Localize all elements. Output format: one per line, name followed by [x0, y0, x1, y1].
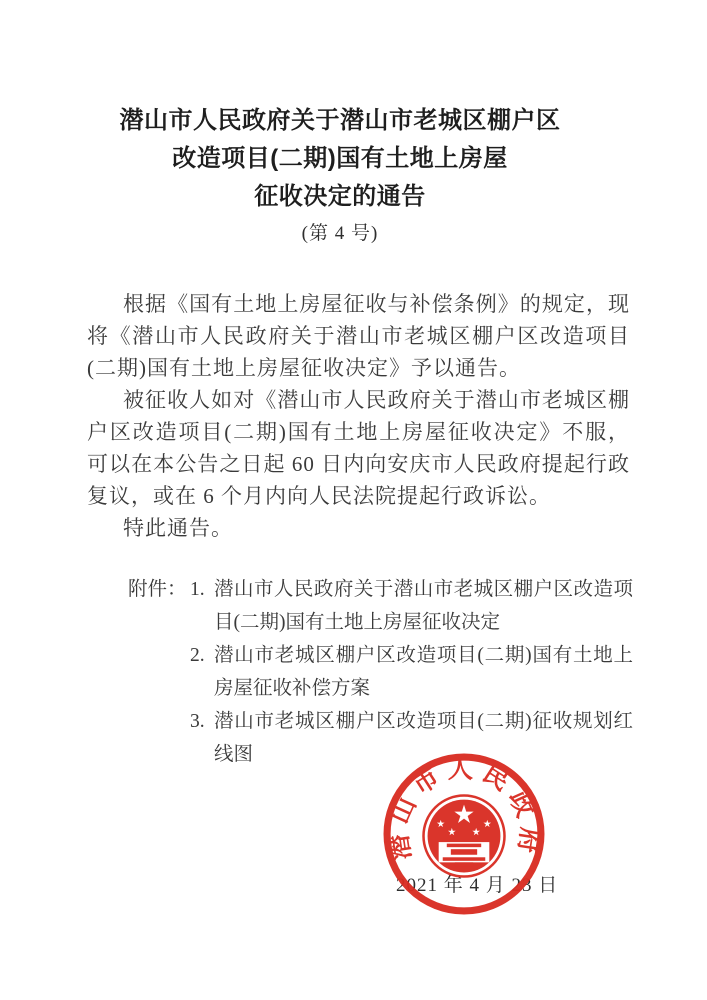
- title-line-2: 改造项目(二期)国有土地上房屋: [172, 145, 508, 172]
- attachments-list: [190, 573, 633, 771]
- attachment-title: 潜山市人民政府关于潜山市老城区棚户区改造项目(二期)国有土地上房屋征收决定: [214, 579, 633, 633]
- document-body: [87, 288, 630, 544]
- attachment-number: 2.: [190, 645, 205, 666]
- paragraph-appeal-rights: 被征收人如对《潜山市人民政府关于潜山市老城区棚户区改造项目(二期)国有土地上房屋征收决定》不服，可以在本公告之日起 60 日内向安庆市人民政府提起行政复议，或在 6 个月内向人民法院提起行政诉讼。: [87, 388, 630, 508]
- attachment-title: 潜山市老城区棚户区改造项目(二期)国有土地上房屋征收补偿方案: [214, 645, 633, 699]
- document-date: 2021 年 4 月 23 日: [396, 875, 559, 896]
- seal-text: 潜山市人民政府: [383, 755, 545, 862]
- attachment-number: 3.: [190, 711, 205, 732]
- attachment-number: 1.: [190, 579, 205, 600]
- title-line-1: 潜山市人民政府关于潜山市老城区棚户区: [119, 107, 561, 134]
- attachment-title: 潜山市老城区棚户区改造项目(二期)征收规划红线图: [214, 711, 633, 765]
- paragraph-closing: 特此通告。: [123, 516, 233, 540]
- official-seal: [383, 753, 545, 915]
- attachments-label: 附件：: [128, 579, 187, 600]
- national-emblem-icon: [424, 796, 505, 877]
- title-line-3: 征收决定的通告: [254, 183, 426, 210]
- paragraph-basis: 根据《国有土地上房屋征收与补偿条例》的规定，现将《潜山市人民政府关于潜山市老城区棚户区改造项目(二期)国有土地上房屋征收决定》予以通告。: [87, 292, 630, 380]
- attachment-item: [190, 573, 633, 639]
- attachment-item: [190, 639, 633, 705]
- document-title: [60, 102, 620, 216]
- document-number: (第 4 号): [301, 223, 379, 244]
- attachments-section: [128, 573, 633, 771]
